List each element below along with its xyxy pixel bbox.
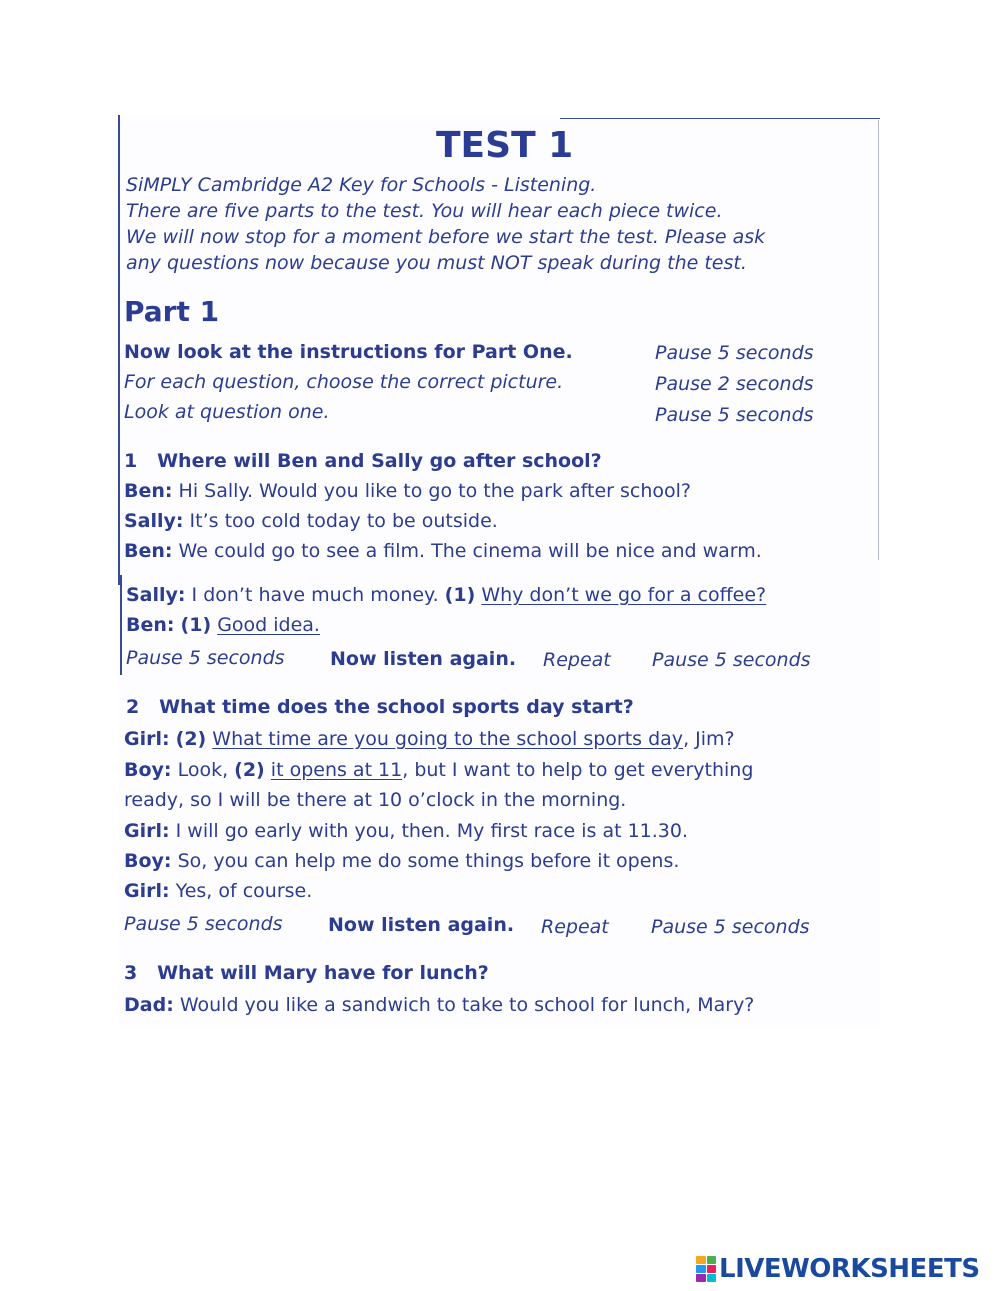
instruction-3-pause: Pause 5 seconds (655, 404, 814, 426)
line-text: I don’t have much money. (185, 584, 445, 606)
speaker: Boy: (124, 759, 172, 781)
left-border (118, 115, 120, 585)
q2-line-6 (124, 882, 312, 901)
q1-line-1 (124, 482, 691, 501)
repeat-row-2-listen: Now listen again. (328, 914, 515, 936)
q2-line-3: ready, so I will be there at 10 o’clock in the morning. (124, 789, 627, 811)
brand-name: LIVEWORKSHEETS (719, 1254, 980, 1284)
speaker: Ben: (124, 480, 173, 502)
top-border (560, 118, 880, 119)
question-2 (126, 698, 634, 717)
speaker: Dad: (124, 994, 174, 1016)
question-1-text: Where will Ben and Sally go after school? (157, 450, 602, 472)
instruction-2: For each question, choose the correct picture. (124, 371, 564, 393)
line-text: Yes, of course. (169, 880, 313, 902)
repeat-row-1-listen: Now listen again. (330, 648, 517, 670)
line-text-after: , Jim? (683, 728, 735, 750)
right-border (878, 120, 879, 560)
answer-underlined: What time are you going to the school sports day (212, 728, 684, 750)
speaker: Sally: (126, 584, 186, 606)
left-border-lower (120, 575, 122, 675)
instruction-2-pause: Pause 2 seconds (655, 373, 814, 395)
speaker: Ben: (124, 540, 173, 562)
line-text: Hi Sally. Would you like to go to the park after school? (172, 480, 692, 502)
line-text: I will go early with you, then. My first race is at 11.30. (169, 820, 689, 842)
repeat-row-2-pause-a: Pause 5 seconds (124, 913, 283, 935)
q1-line-5 (126, 616, 320, 635)
speaker: Ben: (126, 614, 175, 636)
answer-underlined: Good idea. (217, 614, 320, 636)
answer-marker: (2) (175, 728, 207, 750)
q1-line-2 (124, 512, 498, 531)
q2-line-5 (124, 852, 679, 871)
intro-line-3: We will now stop for a moment before we start the test. Please ask (126, 226, 766, 248)
answer-underlined: it opens at 11 (270, 759, 403, 781)
question-3 (124, 964, 489, 983)
q3-line-1 (124, 996, 754, 1015)
answer-marker: (1) (444, 584, 476, 606)
speaker: Girl: (124, 880, 170, 902)
question-1-number: 1 (124, 450, 138, 472)
speaker: Girl: (124, 728, 170, 750)
speaker: Girl: (124, 820, 170, 842)
speaker: Boy: (124, 850, 172, 872)
question-2-number: 2 (126, 696, 140, 718)
repeat-row-2-pause-b: Pause 5 seconds (651, 916, 810, 938)
answer-underlined: Why don’t we go for a coffee? (481, 584, 767, 606)
line-text: It’s too cold today to be outside. (183, 510, 498, 532)
q2-line-1 (124, 730, 735, 749)
speaker: Sally: (124, 510, 184, 532)
line-text: We could go to see a film. The cinema will be nice and warm. (172, 540, 762, 562)
part-heading: Part 1 (124, 295, 220, 328)
q1-line-3 (124, 542, 762, 561)
page-title: TEST 1 (436, 125, 574, 166)
instruction-1-pause: Pause 5 seconds (655, 342, 814, 364)
instruction-1: Now look at the instructions for Part One. (124, 341, 573, 363)
liveworksheets-logo (696, 1254, 980, 1284)
intro-line-4: any questions now because you must NOT speak during the test. (126, 252, 747, 274)
answer-marker: (1) (180, 614, 212, 636)
intro-line-1: SiMPLY Cambridge A2 Key for Schools - Listening. (126, 174, 597, 196)
question-3-text: What will Mary have for lunch? (157, 962, 489, 984)
liveworksheets-logo-icon (696, 1256, 716, 1282)
q1-line-4 (126, 586, 766, 605)
repeat-row-2-repeat: Repeat (541, 916, 609, 938)
line-text: So, you can help me do some things before it opens. (171, 850, 680, 872)
line-text-after: , but I want to help to get everything (402, 759, 754, 781)
q2-line-4 (124, 822, 688, 841)
intro-line-2: There are five parts to the test. You will hear each piece twice. (126, 200, 723, 222)
repeat-row-1-repeat: Repeat (543, 649, 611, 671)
answer-marker: (2) (234, 759, 265, 781)
instruction-3: Look at question one. (124, 401, 330, 423)
q2-line-2 (124, 761, 753, 780)
repeat-row-1-pause-b: Pause 5 seconds (652, 649, 811, 671)
question-1 (124, 452, 602, 471)
line-text: Would you like a sandwich to take to school for lunch, Mary? (173, 994, 755, 1016)
repeat-row-1-pause-a: Pause 5 seconds (126, 647, 285, 669)
question-3-number: 3 (124, 962, 138, 984)
question-2-text: What time does the school sports day start? (159, 696, 634, 718)
line-text: Look, (171, 759, 235, 781)
